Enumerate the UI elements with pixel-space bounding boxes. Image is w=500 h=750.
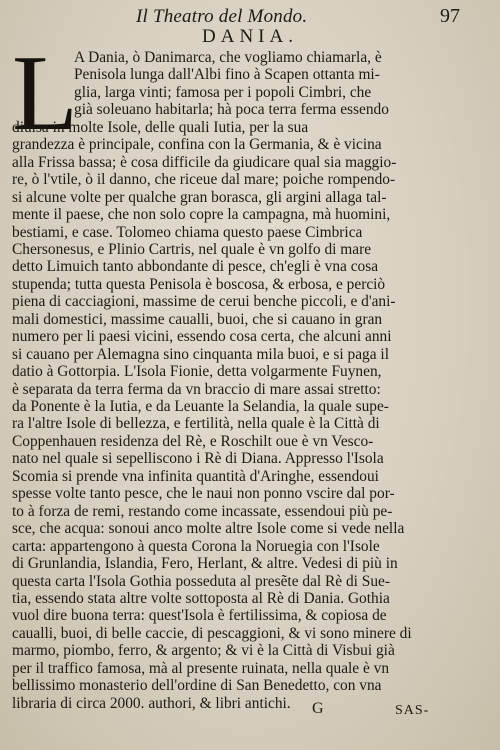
text-line: vuol dire buona terra: quest'Isola è fertilissima, & copiosa de bbox=[12, 607, 387, 625]
text-line: da Ponente è la Iutia, e da Leuante la Selandia, la quale supe- bbox=[12, 398, 389, 415]
text-line: to à forza de remi, restando come incassate, essendoui più pe- bbox=[12, 502, 393, 520]
text-line: carta: appartengono à questa Corona la Noruegia con l'Isole bbox=[12, 537, 380, 555]
text-line: re, ò l'vtile, ò il danno, che riceue dal mare; poiche rompendo- bbox=[12, 171, 396, 189]
text-line: detto Limuich tanto abbondante di pesce, ch'egli è vna cosa bbox=[12, 258, 379, 276]
text-line: Coppenhauen residenza del Rè, e Roschilt oue è vn Vesco- bbox=[12, 432, 374, 450]
text-line: questa carta l'Isola Gothia posseduta al presẽte dal Rè di Sue- bbox=[12, 572, 391, 590]
text-line: Penisola lunga dall'Albi fino à Scapen ottanta mi- bbox=[74, 66, 380, 84]
text-line: ra l'altre Isole di bellezza, e fertilità, nella quale è la Città di bbox=[12, 415, 380, 433]
page-number: 97 bbox=[440, 5, 460, 27]
text-line: spesse volte tanto pesce, che le naui non ponno vscire dal por- bbox=[12, 485, 395, 503]
text-line: stupenda; tutta questa Penisola è boscosa, & erbosa, e perciò bbox=[12, 275, 386, 293]
text-line: libraria di circa 2000. authori, & libri antichi. bbox=[12, 694, 291, 712]
text-line: Scomia si prende vna infinita quantità d'Aringhe, essendoui bbox=[12, 467, 379, 485]
text-line: si alcune volte per qualche gran borasca, gli argini allaga tal- bbox=[12, 188, 387, 206]
text-line: glia, larga vinti; famosa per i popoli Cimbri, che bbox=[74, 83, 372, 101]
text-line: Chersonesus, e Plinio Cartris, nel quale è vn golfo di mare bbox=[12, 240, 372, 258]
section-title: DANIA. bbox=[202, 26, 298, 47]
running-title: Il Theatro del Mondo. bbox=[136, 6, 308, 27]
catchword: SAS- bbox=[395, 703, 430, 718]
text-line: mente il paese, che non solo copre la campagna, mà huomini, bbox=[12, 206, 391, 224]
signature-mark: G bbox=[312, 700, 324, 717]
text-line: di Grunlandia, Islandia, Fero, Herlant, & altre. Vedesi di più in bbox=[12, 555, 398, 573]
text-line: già soleuano habitarla; hà poca terra ferma essendo bbox=[74, 101, 389, 119]
text-line: A Dania, ò Danimarca, che vogliamo chiamarla, è bbox=[74, 49, 382, 66]
text-line: mali domestici, massime caualli, buoi, che si cauano in gran bbox=[12, 310, 383, 328]
text-line: bellissimo monasterio dell'ordine di San Benedetto, con vna bbox=[12, 677, 382, 695]
drop-cap: L bbox=[12, 34, 78, 153]
text-line: tia, essendo stata altre volte sottoposta al Rè di Dania. Gothia bbox=[12, 589, 390, 607]
text-line: alla Frissa bassa; è cosa difficile da giudicare qual sia maggio- bbox=[12, 153, 397, 171]
text-line: nato nel quale si sepelliscono i Rè di Diana. Appresso l'Isola bbox=[12, 450, 384, 468]
text-line: sce, che acqua: sonoui anco molte altre Isole come si vede nella bbox=[12, 520, 405, 538]
text-line: piena di cacciagioni, massime de cerui benche piccoli, e d'ani- bbox=[12, 293, 396, 311]
text-line: datio à Gottorpia. L'Isola Fionie, detta volgarmente Fuynen, bbox=[12, 363, 382, 381]
text-line: numero per li paesi vicini, essendo cosa certa, che alcuni anni bbox=[12, 328, 392, 346]
text-line: per il traffico famosa, mà al presente ruinata, nella quale è vn bbox=[12, 659, 390, 677]
text-line: caualli, buoi, di belle caccie, di pescaggioni, & vi sono minere di bbox=[12, 624, 412, 642]
text-line: si cauano per Alemagna sino cinquanta mila buoi, e si paga il bbox=[12, 345, 389, 363]
text-line: è separata da terra ferma da vn braccio di mare assai stretto: bbox=[12, 380, 381, 398]
running-head bbox=[0, 4, 500, 28]
text-line: grandezza è principale, confina con la Germania, & è vicina bbox=[12, 136, 382, 154]
text-line: diuisa in molte Isole, delle quali Iutia, per la sua bbox=[12, 118, 309, 136]
text-line: bestiami, e case. Tolomeo chiama questo paese Cimbrica bbox=[12, 223, 363, 241]
text-line: marmo, piombo, ferro, & argento; & vi è la Città di Visbui già bbox=[12, 642, 395, 660]
